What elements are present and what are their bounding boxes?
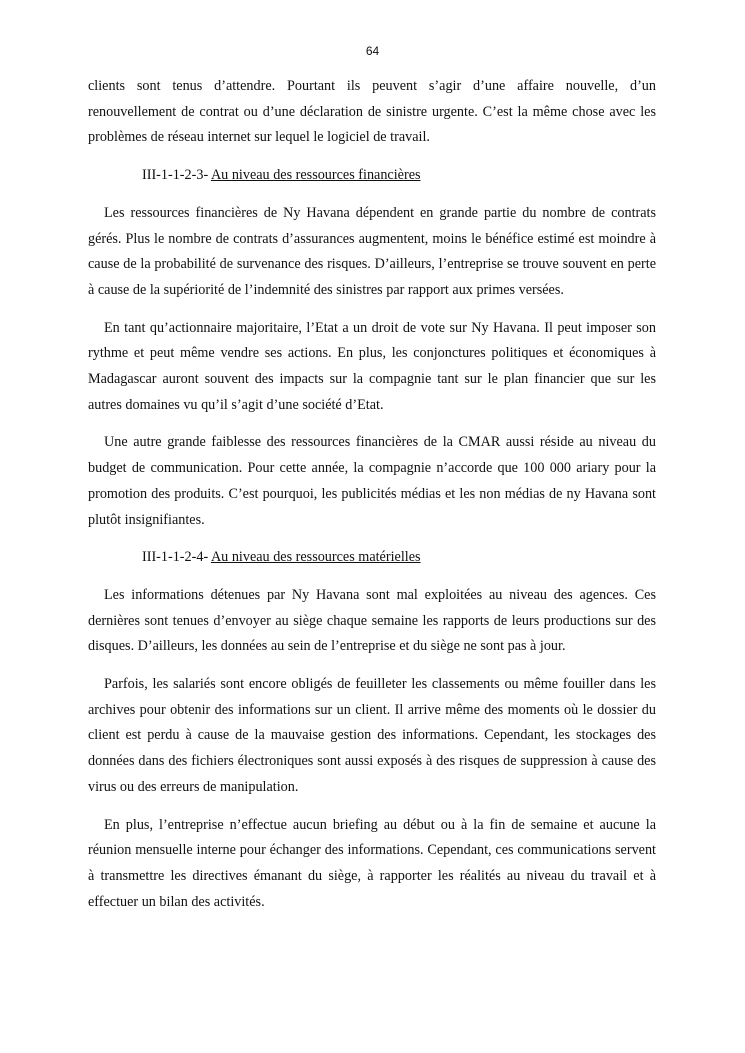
paragraph: Parfois, les salariés sont encore obligés de feuilleter les classements ou même fouiller dans les archives pour obtenir des informations sur un client. Il arrive même des moments où le dossier du client est perdu à cause de la mauvaise gestion des informations. Cependant, les stockages des données dans des fichiers électroniques sont aussi exposés à des risques de suppression à cause des virus ou des erreurs de manipulation.	[88, 676, 656, 795]
paragraph: clients sont tenus d’attendre. Pourtant ils peuvent s’agir d’une affaire nouvelle, d’un renouvellement de contrat ou d’une déclaration de sinistre urgente. C’est la même chose avec les problèmes de réseau internet sur lequel le logiciel de travail.	[88, 78, 656, 146]
section-heading	[142, 545, 656, 571]
page-number: 64	[365, 44, 380, 58]
page-body	[88, 74, 656, 927]
paragraph: Les ressources financières de Ny Havana dépendent en grande partie du nombre de contrats gérés. Plus le nombre de contrats d’assurances augmentent, moins le bénéfice estimé est moindre à cause de la probabilité de survenance des risques. D’ailleurs, l’entreprise se trouve souvent en perte à cause de la supériorité de l’indemnité des sinistres par rapport aux primes versées.	[88, 204, 656, 298]
paragraph: En plus, l’entreprise n’effectue aucun briefing au début ou à la fin de semaine et aucune la réunion mensuelle interne pour échanger des informations. Cependant, ces communications servent à transmettre les directives émanant du siège, à rapporter les réalités au niveau du travail et à effectuer un bilan des activités.	[88, 816, 656, 910]
section-heading	[142, 163, 656, 189]
paragraph: Les informations détenues par Ny Havana sont mal exploitées au niveau des agences. Ces dernières sont tenues d’envoyer au siège chaque semaine les rapports de leurs productions sur des disques. D’ailleurs, les données au sein de l’entreprise et du siège ne sont pas à jour.	[88, 586, 656, 655]
paragraph: En tant qu’actionnaire majoritaire, l’Etat a un droit de vote sur Ny Havana. Il peut imposer son rythme et peut même vendre ses actions. En plus, les conjonctures politiques et économiques à Madagascar auront souvent des impacts sur la compagnie tant sur le plan financier que sur les autres domaines vu qu’il s’agit d’une société d’Etat.	[88, 319, 656, 413]
section-title: Au niveau des ressources matérielles	[210, 549, 421, 566]
paragraph: Une autre grande faiblesse des ressources financières de la CMAR aussi réside au niveau du budget de communication. Pour cette année, la compagnie n’accorde que 100 000 ariary pour la promotion des produits. C’est pourquoi, les publicités médias et les non médias de ny Havana sont plutôt insignifiantes.	[88, 434, 656, 528]
section-number: III-1-1-2-4-	[142, 549, 209, 566]
section-title: Au niveau des ressources financières	[210, 167, 421, 184]
section-number: III-1-1-2-3-	[142, 167, 209, 184]
